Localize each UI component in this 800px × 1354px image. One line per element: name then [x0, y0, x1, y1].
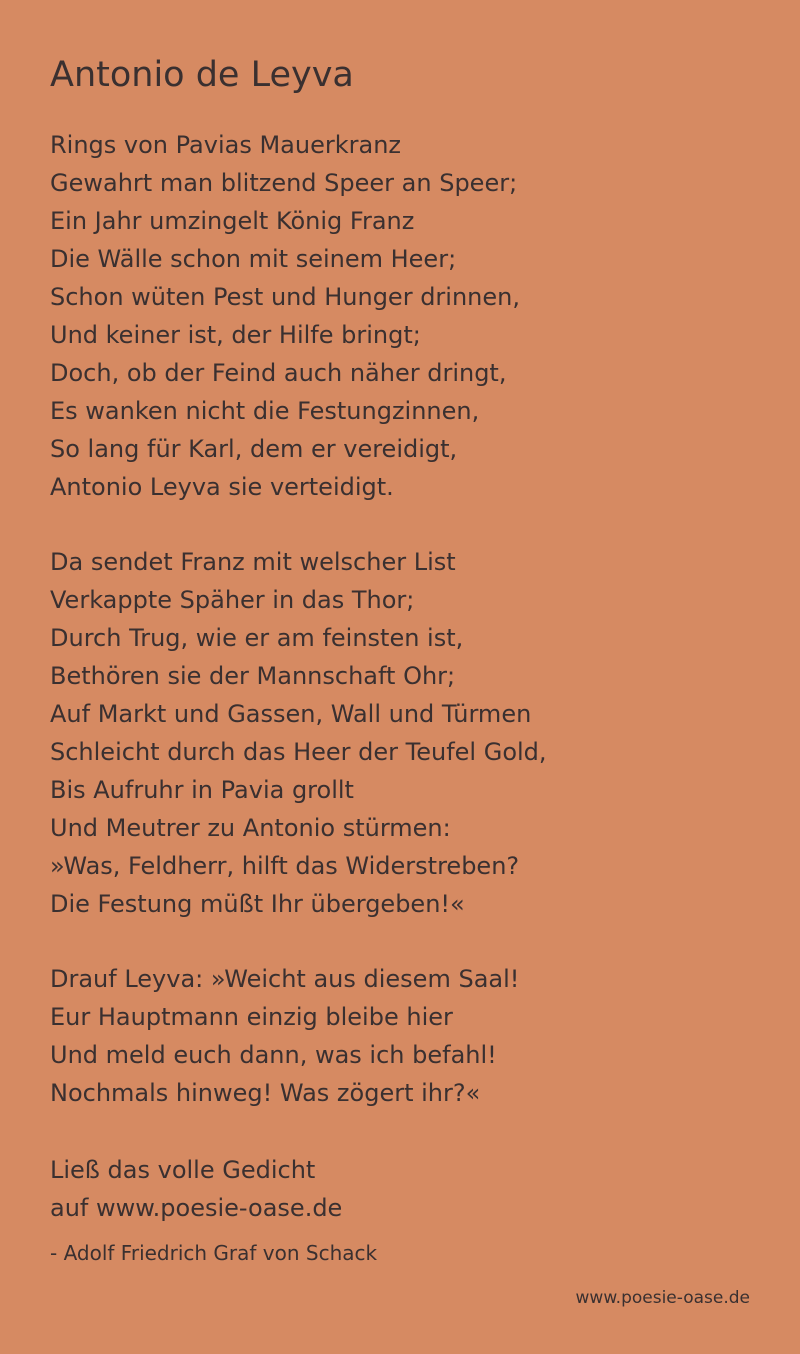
- stanza-2: [50, 543, 547, 923]
- poem-line: »Was, Feldherr, hilft das Widerstreben?: [50, 852, 520, 880]
- poem-line: Rings von Pavias Mauerkranz: [50, 131, 401, 159]
- poem-line: Bethören sie der Mannschaft Ohr;: [50, 662, 456, 690]
- poem-line: Doch, ob der Feind auch näher dringt,: [50, 359, 507, 387]
- poem-line: Die Wälle schon mit seinem Heer;: [50, 245, 457, 273]
- footer-url: www.poesie-oase.de: [575, 1288, 750, 1308]
- stanza-1: [50, 126, 520, 506]
- poem-line: Da sendet Franz mit welscher List: [50, 548, 456, 576]
- poem-line: Drauf Leyva: »Weicht aus diesem Saal!: [50, 965, 520, 993]
- poem-title: Antonio de Leyva: [50, 55, 354, 95]
- poem-line: Es wanken nicht die Festungzinnen,: [50, 397, 480, 425]
- poem-line: Verkappte Späher in das Thor;: [50, 586, 415, 614]
- poem-line: Auf Markt und Gassen, Wall und Türmen: [50, 700, 532, 728]
- poem-line: Bis Aufruhr in Pavia grollt: [50, 776, 354, 804]
- cta-line: auf www.poesie-oase.de: [50, 1194, 343, 1222]
- read-full-poem-note: [50, 1151, 342, 1227]
- poem-line: Und keiner ist, der Hilfe bringt;: [50, 321, 421, 349]
- poem-line: Schon wüten Pest und Hunger drinnen,: [50, 283, 520, 311]
- poem-line: Eu￼r Hauptmann einzig bleibe hier: [50, 1003, 453, 1031]
- stanza-3: [50, 960, 519, 1112]
- poem-line: Und Meutrer zu Antonio stürmen:: [50, 814, 451, 842]
- poem-line: Ein Jahr umzingelt König Franz: [50, 207, 415, 235]
- poem-line: So lang für Karl, dem er vereidigt,: [50, 435, 458, 463]
- poem-line: Gewahrt man blitzend Speer an Speer;: [50, 169, 518, 197]
- poem-line: Durch Trug, wie er am feinsten ist,: [50, 624, 464, 652]
- poem-line: Schleicht durch das Heer der Teufel Gold,: [50, 738, 547, 766]
- poem-line: Die Festung müßt Ihr übergeben!«: [50, 890, 465, 918]
- poem-line: Antonio Leyva sie verteidigt.: [50, 473, 394, 501]
- poem-author: - Adolf Friedrich Graf von Schack: [50, 1241, 378, 1265]
- cta-line: Ließ das volle Gedicht: [50, 1156, 316, 1184]
- poem-line: Nochmals hinweg! Was zögert ihr?«: [50, 1079, 481, 1107]
- poem-line: Und meld euch dann, was ich befahl!: [50, 1041, 497, 1069]
